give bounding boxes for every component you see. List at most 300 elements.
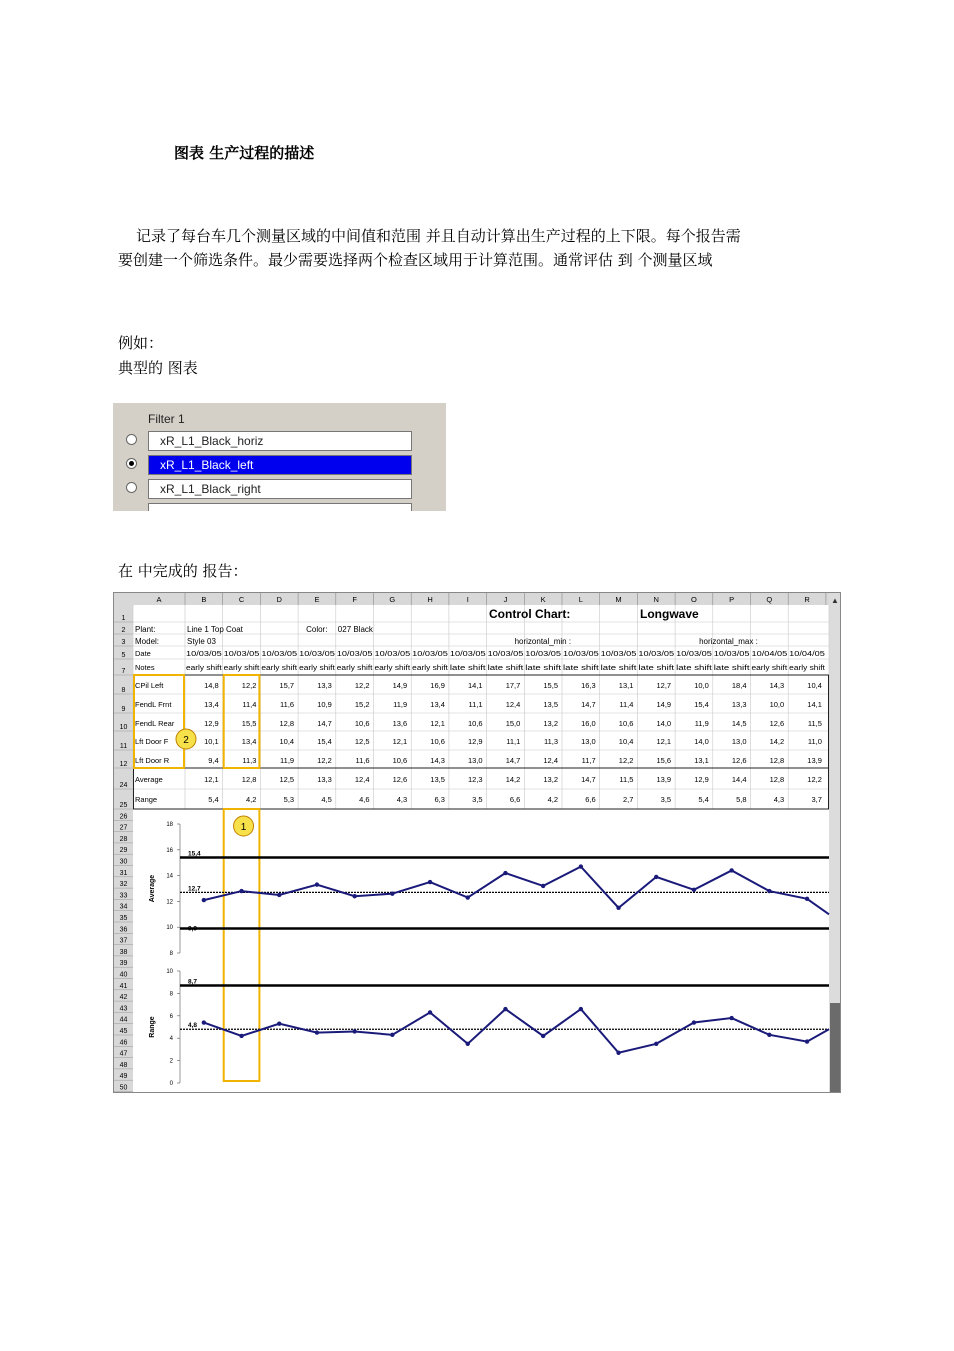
data-point [541, 1034, 545, 1038]
data-point [692, 1020, 696, 1024]
data-point [767, 1033, 771, 1037]
data-cell: 15,5 [241, 719, 257, 728]
data-point [805, 1039, 809, 1043]
data-cell: 13,0 [731, 737, 747, 746]
data-cell: 14,3 [430, 756, 445, 765]
date-cell: 10/04/05 [751, 651, 788, 658]
data-cell: 11,6 [355, 756, 370, 765]
column-header-l: L [578, 595, 583, 604]
row-number: 10 [119, 724, 128, 731]
column-header-g: G [389, 595, 396, 604]
date-cell: 10/03/05 [713, 651, 750, 658]
data-cell: 12,9 [204, 719, 219, 728]
range-label: Range [135, 795, 158, 804]
filter-item-right[interactable]: xR_L1_Black_right [148, 479, 412, 499]
scrollbar-thumb [830, 1003, 841, 1093]
row-number: 12 [119, 761, 128, 768]
notes-cell: early shift [751, 665, 788, 672]
data-cell: 14,9 [392, 681, 408, 690]
average-cell: 12,8 [241, 775, 257, 784]
notes-label: Notes [135, 663, 155, 672]
data-cell: 10,6 [354, 719, 370, 728]
data-cell: 12,6 [769, 719, 785, 728]
row-number: 40 [119, 971, 128, 979]
notes-cell: early shift [186, 665, 222, 672]
data-cell: 11,1 [468, 700, 483, 709]
data-point [202, 898, 206, 902]
data-point [390, 1033, 394, 1037]
data-cell: 13,4 [241, 737, 257, 746]
lcl-label: 9,9 [188, 925, 198, 933]
row-number: 35 [119, 915, 128, 922]
range-cell: 4,2 [245, 795, 257, 804]
row-number: 27 [119, 824, 128, 832]
y-axis-title: Average [149, 874, 156, 903]
date-cell: 10/03/05 [223, 651, 260, 658]
data-cell: 10,6 [392, 756, 408, 765]
row-number: 34 [119, 903, 128, 911]
y-tick-label: 8 [169, 991, 173, 998]
marker-2-label: 2 [183, 735, 189, 746]
data-point [428, 880, 432, 884]
filter-dialog [113, 403, 446, 511]
notes-cell: late shift [525, 665, 562, 672]
data-cell: 10,4 [807, 681, 822, 690]
range-cell: 4,6 [359, 795, 370, 804]
description-line-2: 要创建一个筛选条件。最少需要选择两个检查区域用于计算范围。通常评估 到 个测量区域 [118, 251, 713, 269]
data-cell: 10,0 [769, 700, 785, 709]
date-cell: 10/03/05 [600, 651, 637, 658]
row-number: 39 [119, 960, 128, 968]
data-cell: 12,4 [505, 700, 521, 709]
data-cell: 12,2 [317, 756, 332, 765]
data-cell: 17,7 [505, 681, 521, 690]
data-cell: 11,9 [280, 756, 295, 765]
data-point [503, 1007, 507, 1011]
data-cell: 12,9 [467, 737, 483, 746]
date-cell: 10/03/05 [676, 651, 712, 658]
ucl-label: 15,4 [188, 850, 201, 858]
data-point [541, 884, 545, 888]
date-cell: 10/03/05 [563, 651, 599, 658]
date-cell: 10/03/05 [412, 651, 449, 658]
row-number: 46 [119, 1039, 128, 1047]
data-cell: 9,4 [208, 756, 219, 765]
data-cell: 16,3 [581, 681, 596, 690]
data-point [352, 1029, 356, 1033]
average-cell: 13,5 [430, 775, 445, 784]
data-cell: 13,0 [467, 756, 483, 765]
row-number: 43 [119, 1005, 128, 1013]
data-point [466, 1042, 470, 1046]
row-number: 48 [119, 1061, 128, 1069]
data-cell: 13,2 [543, 719, 558, 728]
data-point [239, 1034, 243, 1038]
column-header-k: K [540, 595, 546, 604]
average-cell: 12,8 [769, 775, 785, 784]
scroll-up-icon: ▲ [831, 596, 839, 605]
date-cell: 10/04/05 [789, 651, 826, 658]
data-cell: 10,1 [204, 737, 219, 746]
marker-1-label: 1 [240, 822, 247, 833]
data-cell: 12,2 [354, 681, 370, 690]
column-header-h: H [427, 595, 433, 604]
data-cell: 15,4 [317, 737, 332, 746]
series-line-range [204, 1009, 829, 1053]
range-cell: 5,4 [208, 795, 219, 804]
data-cell: 11,9 [393, 700, 408, 709]
row-number: 24 [119, 782, 128, 789]
typical-chart-label: 典型的 图表 [118, 359, 198, 377]
range-cell: 5,8 [736, 795, 747, 804]
data-cell: 14,0 [656, 719, 672, 728]
row-number: 8 [121, 687, 126, 694]
row-number: 38 [119, 948, 128, 956]
data-cell: 15,5 [543, 681, 558, 690]
range-cell: 3,5 [660, 795, 672, 804]
date-cell: 10/03/05 [261, 651, 298, 658]
data-cell: 11,4 [242, 700, 257, 709]
data-cell: 12,1 [656, 737, 672, 746]
data-cell: 14,7 [505, 756, 521, 765]
notes-cell: late shift [676, 665, 712, 672]
data-row-label: CPil Left [135, 681, 164, 690]
model-value: Style 03 [187, 637, 216, 646]
data-cell: 11,1 [506, 737, 521, 746]
average-cell: 13,2 [543, 775, 558, 784]
date-cell: 10/03/05 [186, 651, 222, 658]
data-point [729, 1016, 733, 1020]
average-cell: 12,2 [807, 775, 822, 784]
notes-cell: late shift [713, 665, 750, 672]
data-cell: 11,9 [694, 719, 709, 728]
range-cell: 5,4 [698, 795, 709, 804]
plant-label: Plant: [135, 625, 156, 634]
range-cell: 5,3 [283, 795, 295, 804]
data-point [805, 897, 809, 901]
data-cell: 14,5 [731, 719, 747, 728]
filter-item-left[interactable]: xR_L1_Black_left [148, 455, 412, 475]
row-number: 25 [119, 802, 128, 809]
column-header-p: P [729, 595, 735, 604]
data-row-label: Lft Door R [135, 756, 170, 765]
data-cell: 11,6 [280, 700, 295, 709]
notes-cell: late shift [638, 665, 675, 672]
data-point [579, 864, 583, 868]
data-cell: 11,3 [543, 737, 558, 746]
filter-item-empty[interactable] [148, 503, 412, 511]
notes-cell: late shift [563, 665, 599, 672]
horizontal-min-label: horizontal_min : [514, 637, 572, 646]
data-cell: 14,8 [204, 681, 219, 690]
data-point [503, 871, 507, 875]
data-point [654, 875, 658, 879]
data-cell: 18,4 [731, 681, 747, 690]
range-cell: 4,3 [773, 795, 785, 804]
column-header-b: B [201, 595, 207, 604]
date-cell: 10/03/05 [638, 651, 675, 658]
data-cell: 10,4 [279, 737, 295, 746]
range-cell: 6,6 [509, 795, 521, 804]
data-cell: 11,3 [242, 756, 257, 765]
data-point [277, 1021, 281, 1025]
example-label: 例如： [118, 334, 164, 352]
date-cell: 10/03/05 [525, 651, 562, 658]
column-header-o: O [691, 595, 697, 604]
data-row-label: FendL Rear [135, 719, 175, 728]
data-cell: 13,3 [317, 681, 332, 690]
date-cell: 10/03/05 [336, 651, 373, 658]
y-tick-label: 0 [169, 1081, 173, 1087]
data-cell: 12,5 [354, 737, 370, 746]
average-cell: 13,9 [656, 775, 672, 784]
chart-subtitle: Longwave [640, 607, 699, 621]
filter-radio-horiz[interactable] [126, 434, 137, 445]
horizontal-max-label: horizontal_max : [699, 637, 758, 646]
range-cell: 6,3 [434, 795, 445, 804]
data-cell: 13,0 [581, 737, 596, 746]
data-cell: 16,9 [430, 681, 445, 690]
data-point [315, 882, 319, 886]
data-cell: 13,5 [543, 700, 558, 709]
notes-cell: late shift [600, 665, 637, 672]
notes-cell: early shift [789, 665, 825, 672]
average-cell: 14,7 [581, 775, 596, 784]
description-paragraph [118, 224, 848, 272]
column-header-a: A [156, 595, 162, 604]
color-value: 027 Black [337, 625, 373, 634]
row-number: 37 [119, 937, 128, 945]
data-cell: 15,0 [505, 719, 521, 728]
y-axis-title: Range [149, 1016, 156, 1038]
y-tick-label: 12 [166, 899, 173, 906]
filter-title: Filter 1 [148, 412, 185, 426]
data-point [579, 1007, 583, 1011]
notes-cell: early shift [223, 665, 260, 672]
notes-cell: late shift [449, 665, 486, 672]
data-cell: 14,1 [807, 700, 822, 709]
row-number: 50 [119, 1084, 128, 1092]
chart-title: Control Chart: [489, 607, 571, 621]
data-cell: 15,7 [279, 681, 295, 690]
row-number: 49 [119, 1073, 128, 1081]
data-cell: 12,1 [430, 719, 445, 728]
y-tick-label: 10 [166, 925, 173, 932]
average-label: Average [135, 775, 163, 784]
data-row-label: Lft Door F [135, 737, 169, 746]
average-cell: 14,2 [505, 775, 521, 784]
data-cell: 14,7 [317, 719, 332, 728]
color-label: Color: [306, 625, 328, 634]
row-number: 3 [121, 639, 126, 646]
data-cell: 13,9 [807, 756, 822, 765]
data-point [729, 868, 733, 872]
y-tick-label: 2 [169, 1058, 173, 1065]
data-cell: 10,4 [618, 737, 634, 746]
data-cell: 11,0 [807, 737, 822, 746]
highlight-box-chart [224, 809, 260, 1081]
data-cell: 15,4 [694, 700, 709, 709]
row-number: 36 [119, 926, 128, 934]
section-heading: 图表 生产过程的描述 [174, 144, 315, 162]
row-number: 47 [119, 1050, 128, 1058]
data-point [428, 1010, 432, 1014]
center-label: 12,7 [188, 885, 201, 893]
data-point [315, 1030, 319, 1034]
column-header-j: J [503, 595, 508, 604]
y-tick-label: 4 [169, 1036, 173, 1043]
data-cell: 10,0 [694, 681, 709, 690]
row-number: 33 [119, 892, 128, 900]
data-cell: 15,6 [656, 756, 672, 765]
row-number: 29 [119, 847, 128, 855]
data-cell: 12,8 [279, 719, 295, 728]
y-tick-label: 6 [169, 1013, 173, 1020]
data-cell: 10,6 [430, 737, 445, 746]
data-point [654, 1042, 658, 1046]
average-cell: 13,3 [317, 775, 332, 784]
filter-item-horiz[interactable]: xR_L1_Black_horiz [148, 431, 412, 451]
row-number: 28 [119, 835, 128, 843]
date-cell: 10/03/05 [487, 651, 524, 658]
data-row-label: FendL Frnt [135, 700, 172, 709]
column-header-e: E [314, 595, 320, 604]
data-cell: 12,4 [543, 756, 558, 765]
data-point [277, 893, 281, 897]
data-point [239, 889, 243, 893]
date-cell: 10/03/05 [449, 651, 486, 658]
row-number: 41 [119, 982, 128, 990]
column-header-r: R [804, 595, 810, 604]
data-cell: 13,3 [731, 700, 747, 709]
data-cell: 13,4 [430, 700, 445, 709]
data-point [767, 889, 771, 893]
row-number: 2 [121, 627, 126, 634]
data-point [202, 1020, 206, 1024]
data-cell: 11,5 [807, 719, 822, 728]
data-cell: 12,6 [731, 756, 747, 765]
data-cell: 14,9 [656, 700, 672, 709]
range-cell: 4,3 [396, 795, 408, 804]
row-number: 44 [119, 1016, 128, 1024]
data-cell: 14,2 [769, 737, 785, 746]
ucl-label: 8,7 [188, 978, 198, 986]
date-cell: 10/03/05 [299, 651, 335, 658]
row-number: 45 [119, 1028, 128, 1035]
average-cell: 12,6 [392, 775, 408, 784]
data-cell: 12,1 [392, 737, 408, 746]
range-cell: 3,7 [811, 795, 822, 804]
average-cell: 12,5 [279, 775, 295, 784]
data-cell: 12,7 [656, 681, 672, 690]
row-number: 11 [119, 743, 128, 750]
y-tick-label: 16 [166, 847, 173, 854]
data-point [692, 888, 696, 892]
column-header-m: M [615, 595, 622, 604]
notes-cell: early shift [374, 665, 411, 672]
average-cell: 12,1 [204, 775, 219, 784]
column-header-c: C [238, 595, 245, 604]
filter-radio-left[interactable] [126, 458, 137, 469]
plant-value: Line 1 Top Coat [187, 625, 243, 634]
data-cell: 12,2 [241, 681, 257, 690]
data-cell: 13,1 [618, 681, 634, 690]
notes-cell: late shift [487, 665, 524, 672]
data-cell: 12,2 [618, 756, 634, 765]
data-cell: 13,4 [204, 700, 219, 709]
y-tick-label: 14 [166, 873, 173, 880]
data-cell: 10,6 [467, 719, 483, 728]
row-number: 5 [121, 652, 126, 659]
data-cell: 12,8 [769, 756, 785, 765]
report-label: 在 中完成的 报告： [118, 562, 248, 580]
column-header-n: N [653, 595, 659, 604]
row-number: 31 [119, 869, 128, 877]
column-header-d: D [276, 595, 282, 604]
data-cell: 10,9 [317, 700, 332, 709]
data-cell: 13,1 [694, 756, 709, 765]
y-tick-label: 10 [166, 969, 173, 975]
data-point [616, 906, 620, 910]
data-cell: 14,0 [694, 737, 709, 746]
center-label: 4,8 [188, 1022, 198, 1030]
spreadsheet-canvas [114, 593, 841, 1093]
data-cell: 11,7 [581, 756, 596, 765]
range-cell: 6,6 [585, 795, 596, 804]
data-cell: 13,6 [392, 719, 408, 728]
notes-cell: early shift [336, 665, 373, 672]
date-cell: 10/03/05 [374, 651, 411, 658]
data-point [390, 891, 394, 895]
data-point [352, 894, 356, 898]
row-number: 32 [119, 881, 128, 889]
data-cell: 11,4 [619, 700, 634, 709]
spreadsheet-report [113, 592, 841, 1093]
range-cell: 4,5 [321, 795, 332, 804]
data-cell: 16,0 [581, 719, 596, 728]
series-line-average [204, 867, 829, 915]
column-header-q: Q [766, 595, 773, 604]
data-cell: 14,1 [467, 681, 483, 690]
row-number: 30 [119, 858, 128, 866]
range-cell: 2,7 [622, 795, 634, 804]
data-cell: 14,7 [581, 700, 596, 709]
row-number: 7 [121, 668, 126, 675]
description-line-1: 记录了每台车几个测量区域的中间值和范围 并且自动计算出生产过程的上下限。每个报告需 [136, 227, 741, 245]
average-cell: 12,3 [467, 775, 483, 784]
average-cell: 12,9 [694, 775, 709, 784]
average-cell: 14,4 [731, 775, 747, 784]
row-number: 9 [121, 706, 126, 713]
notes-cell: early shift [299, 665, 335, 672]
data-point [466, 895, 470, 899]
row-number: 26 [119, 813, 128, 821]
model-label: Model: [135, 637, 160, 646]
filter-radio-right[interactable] [126, 482, 137, 493]
y-tick-label: 18 [166, 822, 173, 828]
data-cell: 14,3 [769, 681, 785, 690]
column-header-f: F [352, 595, 357, 604]
average-cell: 11,5 [619, 775, 634, 784]
notes-cell: early shift [412, 665, 448, 672]
y-tick-label: 8 [169, 951, 173, 957]
data-cell: 15,2 [354, 700, 370, 709]
range-cell: 4,2 [547, 795, 558, 804]
column-header-i: I [466, 595, 469, 604]
notes-cell: early shift [261, 665, 298, 672]
data-cell: 10,6 [618, 719, 634, 728]
date-label: Date [135, 649, 151, 658]
